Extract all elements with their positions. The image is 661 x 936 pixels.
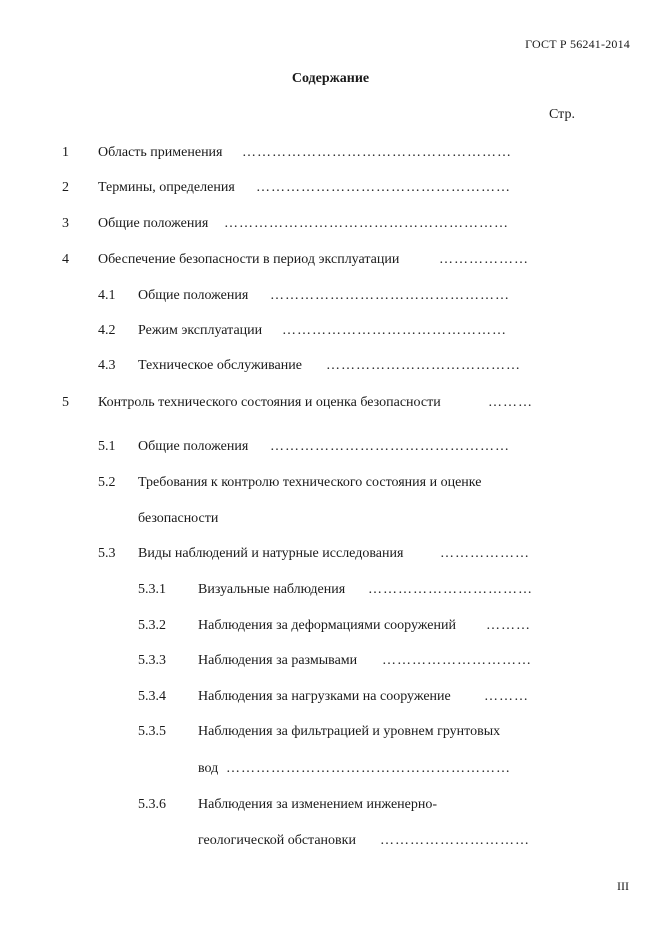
toc-entry-number: 3 (62, 216, 69, 231)
toc-entry-title[interactable]: Общие положения (138, 288, 249, 303)
toc-entry-title[interactable]: Обеспечение безопасности в период эксплуатации (98, 252, 400, 267)
page-column-label: Стр. (549, 107, 575, 122)
toc-entry-title[interactable]: Наблюдения за деформациями сооружений (198, 618, 456, 633)
toc-entry-title[interactable]: Режим эксплуатации (138, 323, 263, 338)
toc-leader-dots: ……………… (440, 546, 530, 561)
toc-entry-title[interactable]: Общие положения (98, 216, 209, 231)
toc-entry-number: 5.2 (98, 475, 116, 490)
toc-entry-number: 4.2 (98, 323, 116, 338)
toc-entry-number: 5.3.4 (138, 689, 166, 704)
document-code: ГОСТ Р 56241-2014 (525, 37, 630, 51)
toc-entry-number: 5.3.5 (138, 724, 166, 739)
toc-leader-dots: ………………………………………… (270, 439, 510, 454)
toc-entry-number: 5.1 (98, 439, 116, 454)
toc-leader-dots: ……… (484, 689, 529, 704)
toc-entry-title-continued[interactable]: безопасности (138, 511, 219, 526)
toc-leader-dots: ………………………… (380, 833, 530, 848)
toc-entry-title[interactable]: Область применения (98, 145, 223, 160)
toc-entry-number: 4.1 (98, 288, 116, 303)
toc-entry-title[interactable]: Техническое обслуживание (138, 358, 302, 373)
toc-leader-dots: ………………………………………………… (224, 216, 509, 231)
page-number: III (617, 879, 629, 893)
toc-entry-number: 5.3 (98, 546, 116, 561)
toc-entry-title[interactable]: Визуальные наблюдения (198, 582, 346, 597)
toc-entry-title[interactable]: Наблюдения за нагрузками на сооружение (198, 689, 451, 704)
toc-entry-number: 2 (62, 180, 69, 195)
toc-entry-title-continued[interactable]: вод (198, 761, 219, 776)
toc-entry-title[interactable]: Требования к контролю технического состояния и оценке (138, 475, 482, 490)
toc-entry-number: 5.3.6 (138, 797, 166, 812)
toc-entry-title[interactable]: Наблюдения за фильтрацией и уровнем грунтовых (198, 724, 501, 739)
toc-leader-dots: …………………………………………… (256, 180, 511, 195)
toc-leader-dots: …………………………… (368, 582, 533, 597)
toc-entry-title[interactable]: Контроль технического состояния и оценка безопасности (98, 395, 441, 410)
toc-leader-dots: ……………………………………………… (242, 145, 512, 160)
page-title: Содержание (291, 71, 370, 86)
toc-entry-title-continued[interactable]: геологической обстановки (198, 833, 356, 848)
toc-entry-number: 5 (62, 395, 69, 410)
toc-leader-dots: ……………… (439, 252, 529, 267)
toc-entry-title[interactable]: Виды наблюдений и натурные исследования (138, 546, 404, 561)
toc-entry-number: 4 (62, 252, 69, 267)
toc-leader-dots: ……… (486, 618, 531, 633)
toc-entry-title[interactable]: Наблюдения за изменением инженерно- (198, 797, 438, 812)
toc-leader-dots: ………………………… (382, 653, 532, 668)
toc-entry-title[interactable]: Термины, определения (98, 180, 235, 195)
toc-leader-dots: ………………………………………………… (226, 761, 511, 776)
toc-entry-number: 1 (62, 145, 69, 160)
toc-entry-title[interactable]: Общие положения (138, 439, 249, 454)
toc-entry-number: 4.3 (98, 358, 116, 373)
toc-entry-number: 5.3.2 (138, 618, 166, 633)
toc-leader-dots: ………………………………… (326, 358, 521, 373)
toc-leader-dots: ……………………………………… (282, 323, 507, 338)
toc-entry-title[interactable]: Наблюдения за размывами (198, 653, 358, 668)
toc-leader-dots: ………………………………………… (270, 288, 510, 303)
toc-entry-number: 5.3.3 (138, 653, 166, 668)
toc-entry-number: 5.3.1 (138, 582, 166, 597)
toc-leader-dots: ……… (488, 395, 533, 410)
